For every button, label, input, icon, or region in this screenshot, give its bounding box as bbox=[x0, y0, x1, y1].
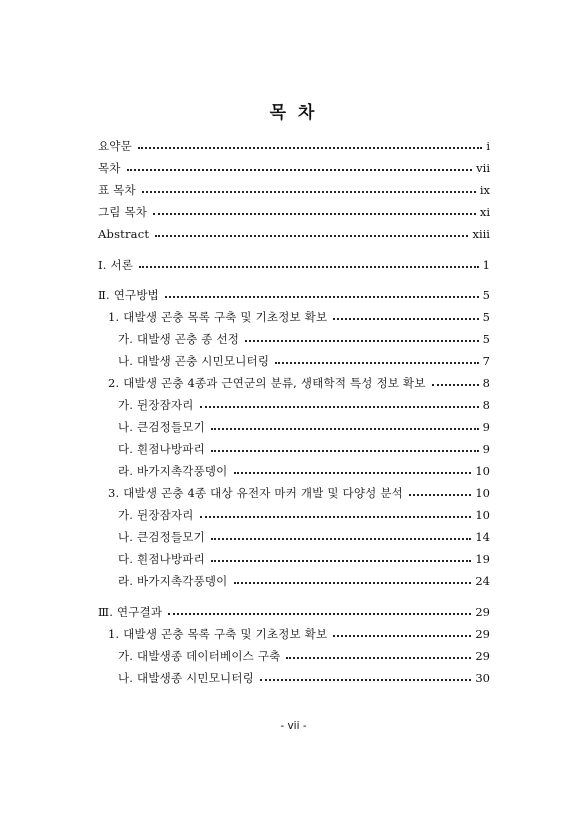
toc-entry[interactable] bbox=[118, 418, 490, 436]
toc-dot-leader bbox=[211, 560, 471, 562]
page-title: 목 차 bbox=[269, 103, 318, 123]
toc-entry-page: 1 bbox=[482, 258, 490, 272]
toc-dot-leader bbox=[432, 384, 479, 386]
toc-entry-title: 라. 바가지촉각풍뎅이 bbox=[118, 464, 228, 478]
toc-entry[interactable] bbox=[98, 603, 490, 621]
toc-dot-leader bbox=[211, 538, 471, 540]
toc-entry[interactable] bbox=[118, 506, 490, 524]
toc-entry-title: 1. 대발생 곤충 목록 구축 및 기초정보 확보 bbox=[108, 627, 328, 641]
toc-entry-page: 29 bbox=[475, 649, 490, 663]
toc-entry-title: 표 목차 bbox=[98, 183, 136, 197]
toc-entry[interactable] bbox=[118, 528, 490, 546]
toc-dot-leader bbox=[127, 169, 473, 171]
toc-entry-page: 7 bbox=[482, 354, 490, 368]
toc-entry-page: 5 bbox=[482, 288, 490, 302]
toc-dot-leader bbox=[211, 428, 479, 430]
toc-entry[interactable] bbox=[118, 669, 490, 687]
toc-entry[interactable] bbox=[118, 352, 490, 370]
toc-dot-leader bbox=[409, 494, 471, 496]
toc-entry-title: 가. 대발생 곤충 종 선정 bbox=[118, 332, 240, 346]
toc-entry-page: 8 bbox=[482, 398, 490, 412]
toc-entry[interactable] bbox=[98, 225, 490, 243]
toc-entry-title: 라. 바가지촉각풍뎅이 bbox=[118, 574, 228, 588]
toc-entry-page: vii bbox=[476, 161, 490, 175]
toc-entry-title: 2. 대발생 곤충 4종과 근연군의 분류, 생태학적 특성 정보 확보 bbox=[108, 376, 426, 390]
toc-entry-page: 29 bbox=[475, 605, 490, 619]
toc-entry[interactable] bbox=[118, 462, 490, 480]
toc-dot-leader bbox=[165, 296, 479, 298]
toc-entry-page: 9 bbox=[482, 420, 490, 434]
toc-entry-title: 나. 큰검정들모기 bbox=[118, 530, 205, 544]
toc-entry-page: 14 bbox=[475, 530, 490, 544]
toc-entry-title: Ⅰ. 서론 bbox=[98, 258, 134, 272]
toc-entry-page: 29 bbox=[475, 627, 490, 641]
toc-entry-title: 나. 대발생종 시민모니터링 bbox=[118, 671, 254, 685]
toc-entry-page: 5 bbox=[482, 310, 490, 324]
toc-entry[interactable] bbox=[98, 203, 490, 221]
toc-entry-title: 다. 흰점나방파리 bbox=[118, 442, 205, 456]
toc-entry[interactable] bbox=[108, 308, 490, 326]
toc-entry[interactable] bbox=[118, 647, 490, 665]
toc-entry-title: Abstract bbox=[98, 227, 150, 241]
toc-entry-title: 목차 bbox=[98, 161, 121, 175]
toc-dot-leader bbox=[234, 472, 472, 474]
toc-entry-page: 5 bbox=[482, 332, 490, 346]
toc-dot-leader bbox=[260, 679, 471, 681]
toc-entry-title: 가. 뒨장잠자리 bbox=[118, 508, 194, 522]
toc-entry-page: 10 bbox=[475, 486, 490, 500]
toc-dot-leader bbox=[211, 450, 479, 452]
toc-entry-page: 10 bbox=[475, 508, 490, 522]
toc-entry-title: 1. 대발생 곤충 목록 구축 및 기초정보 확보 bbox=[108, 310, 328, 324]
toc-entry[interactable] bbox=[98, 159, 490, 177]
toc-entry-page: xiii bbox=[472, 227, 490, 241]
toc-entry-page: 8 bbox=[482, 376, 490, 390]
toc-entry-title: 요약문 bbox=[98, 139, 132, 153]
toc-dot-leader bbox=[234, 582, 472, 584]
toc-entry[interactable] bbox=[118, 330, 490, 348]
toc-entry[interactable] bbox=[98, 256, 490, 274]
toc-entry-title: 그림 목차 bbox=[98, 205, 148, 219]
toc-entry[interactable] bbox=[108, 484, 490, 502]
toc-dot-leader bbox=[333, 318, 478, 320]
toc-dot-leader bbox=[153, 213, 476, 215]
toc-entry[interactable] bbox=[118, 550, 490, 568]
toc-entry-page: 24 bbox=[475, 574, 490, 588]
page-number: - vii - bbox=[280, 720, 307, 732]
toc-entry-page: 10 bbox=[475, 464, 490, 478]
toc-dot-leader bbox=[138, 147, 482, 149]
toc-dot-leader bbox=[275, 362, 479, 364]
toc-entry[interactable] bbox=[98, 137, 490, 155]
toc-dot-leader bbox=[155, 235, 468, 237]
toc-dot-leader bbox=[245, 340, 479, 342]
toc-dot-leader bbox=[200, 406, 479, 408]
toc-entry[interactable] bbox=[118, 572, 490, 590]
toc-entry-page: i bbox=[486, 139, 490, 153]
toc-entry-title: 나. 큰검정들모기 bbox=[118, 420, 205, 434]
toc-dot-leader bbox=[142, 191, 476, 193]
toc-entry[interactable] bbox=[108, 625, 490, 643]
toc-dot-leader bbox=[139, 266, 479, 268]
toc-entry-title: 나. 대발생 곤충 시민모니터링 bbox=[118, 354, 270, 368]
toc-entry[interactable] bbox=[98, 286, 490, 304]
toc-entry-page: 30 bbox=[475, 671, 490, 685]
toc-dot-leader bbox=[286, 657, 471, 659]
toc-entry[interactable] bbox=[118, 440, 490, 458]
toc-entry-page: ix bbox=[479, 183, 490, 197]
toc-dot-leader bbox=[168, 613, 471, 615]
toc-entry[interactable] bbox=[108, 374, 490, 392]
toc-entry[interactable] bbox=[98, 181, 490, 199]
toc-entry-title: 3. 대발생 곤충 4종 대상 유전자 마커 개발 및 다양성 분석 bbox=[108, 486, 403, 500]
toc-entry[interactable] bbox=[118, 396, 490, 414]
toc-entry-page: 9 bbox=[482, 442, 490, 456]
toc-entry-title: 다. 흰점나방파리 bbox=[118, 552, 205, 566]
toc-entry-title: 가. 뒨장잠자리 bbox=[118, 398, 194, 412]
toc-entry-title: Ⅲ. 연구결과 bbox=[98, 605, 163, 619]
toc-entry-page: 19 bbox=[475, 552, 490, 566]
toc-entry-page: xi bbox=[479, 205, 490, 219]
toc-dot-leader bbox=[333, 635, 471, 637]
toc-entry-title: 가. 대발생종 데이터베이스 구축 bbox=[118, 649, 281, 663]
toc-entry-title: Ⅱ. 연구방법 bbox=[98, 288, 159, 302]
toc-dot-leader bbox=[200, 516, 472, 518]
